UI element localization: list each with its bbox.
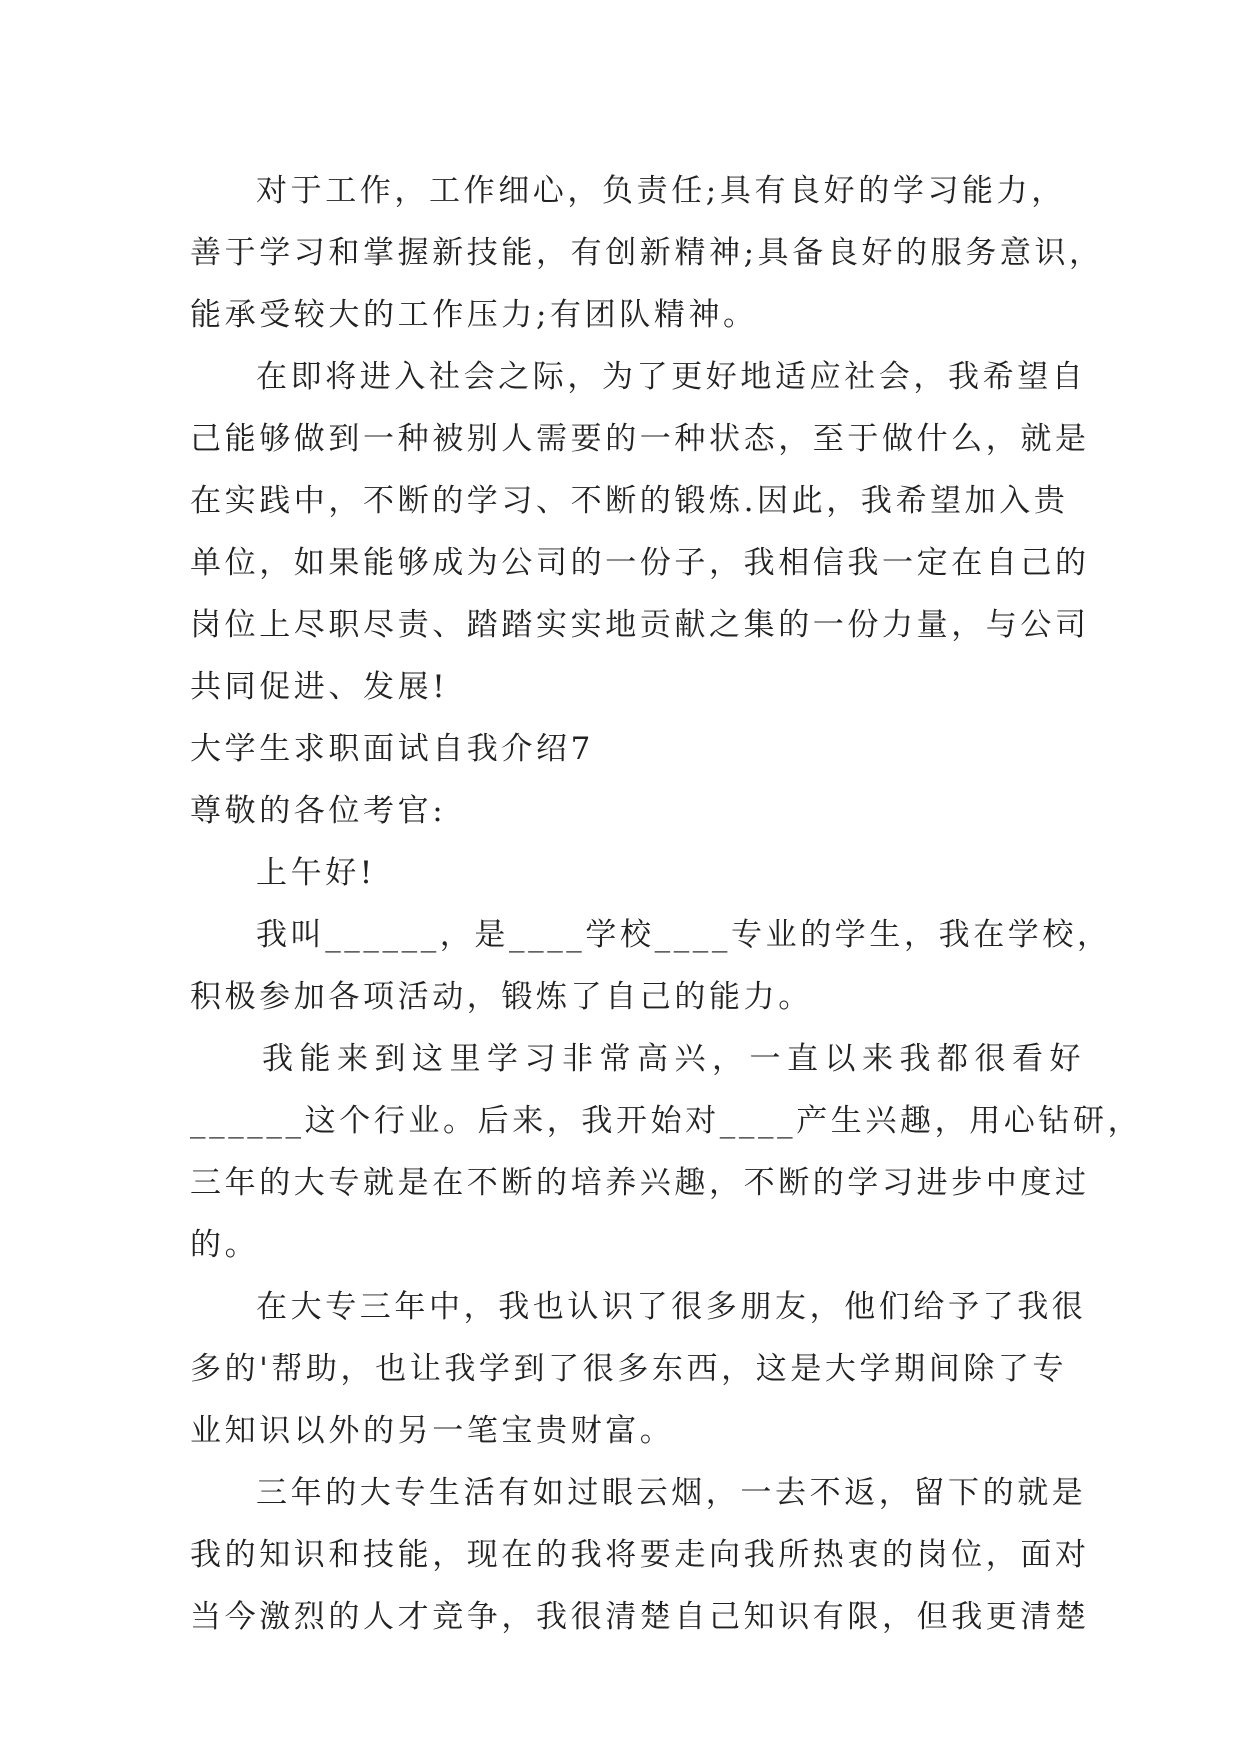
paragraph-college-life [190, 1462, 1090, 1648]
text-line: 业知识以外的另一笔宝贵财富。 [190, 1413, 675, 1449]
text-line: 当今激烈的人才竞争，我很清楚自己知识有限，但我更清楚 [190, 1599, 1090, 1635]
text-line: ______这个行业。后来，我开始对____产生兴趣，用心钻研， [190, 1103, 1143, 1139]
section-heading: 大学生求职面试自我介绍7 [190, 731, 594, 767]
paragraph-interest [190, 1028, 1143, 1276]
text-line: 己能够做到一种被别人需要的一种状态，至于做什么，就是 [190, 421, 1090, 457]
text-line: 三年的大专就是在不断的培养兴趣，不断的学习进步中度过 [190, 1165, 1090, 1201]
text-line: 我能来到这里学习非常高兴，一直以来我都很看好 [262, 1041, 1087, 1077]
text-line: 能承受较大的工作压力;有团队精神。 [190, 297, 758, 333]
paragraph-society [190, 346, 1090, 718]
text-line: 在实践中，不断的学习、不断的锻炼.因此，我希望加入贵 [190, 483, 1069, 519]
salutation: 尊敬的各位考官: [190, 793, 447, 829]
paragraph-friends [190, 1276, 1087, 1462]
text-line: 的。 [190, 1227, 260, 1263]
text-line: 善于学习和掌握新技能，有创新精神;具备良好的服务意识， [190, 235, 1104, 271]
text-line: 在大专三年中，我也认识了很多朋友，他们给予了我很 [256, 1289, 1087, 1325]
text-line: 在即将进入社会之际，为了更好地适应社会，我希望自 [256, 359, 1087, 395]
paragraph-self-intro [190, 904, 1112, 1028]
text-line: 我的知识和技能，现在的我将要走向我所热衷的岗位，面对 [190, 1537, 1090, 1573]
text-line: 积极参加各项活动，锻炼了自己的能力。 [190, 979, 813, 1015]
text-line: 三年的大专生活有如过眼云烟，一去不返，留下的就是 [256, 1475, 1087, 1511]
document-body [190, 160, 1143, 1648]
text-line: 岗位上尽职尽责、踏踏实实地贡献之集的一份力量，与公司 [190, 607, 1090, 643]
text-line: 单位，如果能够成为公司的一份子，我相信我一定在自己的 [190, 545, 1090, 581]
paragraph-work-attitude [190, 160, 1104, 346]
greeting: 上午好! [256, 855, 376, 891]
text-line: 多的'帮助，也让我学到了很多东西，这是大学期间除了专 [190, 1351, 1068, 1387]
text-line: 我叫______，是____学校____专业的学生，我在学校， [256, 917, 1112, 953]
text-line: 对于工作，工作细心，负责任;具有良好的学习能力， [256, 173, 1066, 209]
text-line: 共同促进、发展! [190, 669, 449, 705]
